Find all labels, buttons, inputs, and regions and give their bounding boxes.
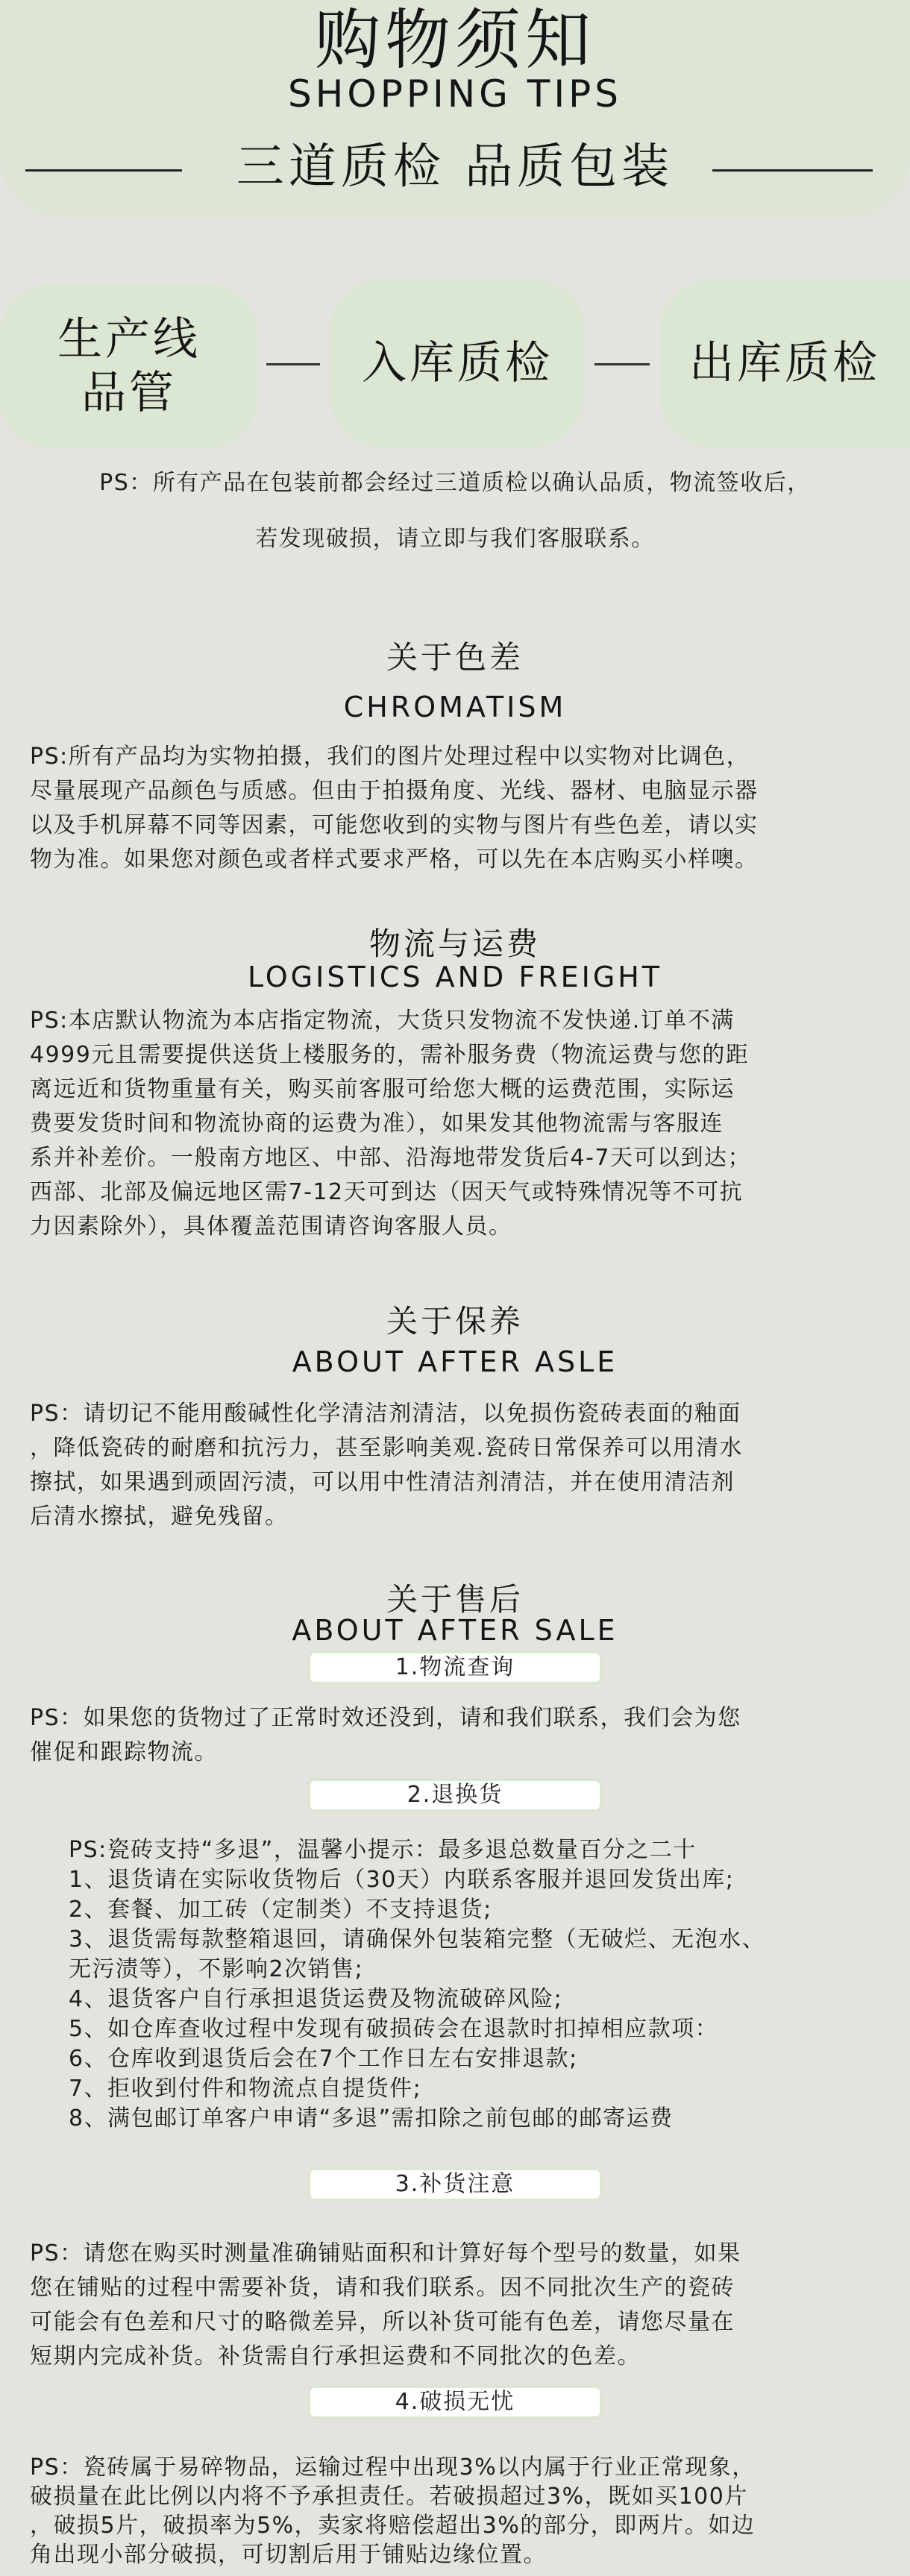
- text-line: ，降低瓷砖的耐磨和抗污力，甚至影响美观.瓷砖日常保养可以用清水: [30, 1435, 744, 1461]
- after-sale-restock-paragraph: [30, 2237, 888, 2374]
- qc-note-line: PS：所有产品在包装前都会经过三道质检以确认品质，物流签收后，: [99, 470, 811, 496]
- qc-step-warehouse-out: [659, 279, 910, 447]
- section-title-after-sale-en: ABOUT AFTER SALE: [292, 1614, 618, 1647]
- logistics-paragraph: [30, 1004, 888, 1244]
- section-title-chromatism-en: CHROMATISM: [343, 691, 567, 723]
- after-sale-logistics-paragraph: [30, 1701, 888, 1770]
- list-item: 3、退货需每款整箱退回，请确保外包装箱完整（无破烂、无泡水、: [69, 1926, 766, 1953]
- qc-step-label: 生产线品管: [57, 313, 201, 419]
- list-item: 7、拒收到付件和物流点自提货件;: [69, 2076, 422, 2102]
- chromatism-paragraph: [30, 740, 888, 877]
- text-line: PS:本店默认物流为本店指定物流，大货只发物流不发快递.订单不满: [30, 1008, 735, 1034]
- subtitle-divider-right: [712, 169, 873, 172]
- qc-step-label: 入库质检: [362, 337, 553, 389]
- page-title: 购物须知: [314, 1, 595, 78]
- list-item: 2、套餐、加工砖（定制类）不支持退货;: [69, 1897, 492, 1923]
- text-line: PS:所有产品均为实物拍摄，我们的图片处理过程中以实物对比调色，: [30, 744, 750, 770]
- text-line: 以及手机屏幕不同等因素，可能您收到的实物与图片有些色差，请以实: [30, 812, 759, 838]
- list-item: 无污渍等），不影响2次销售;: [69, 1956, 364, 1982]
- text-line: 可能会有色差和尺寸的略微差异，所以补货可能有色差，请您尽量在: [30, 2309, 735, 2335]
- after-sale-tag-logistics: 1.物流查询: [307, 1650, 603, 1685]
- text-line: 离远近和货物重量有关，购买前客服可给您大概的运费范围，实际运: [30, 1076, 735, 1102]
- text-line: 物为准。如果您对颜色或者样式要求严格，可以先在本店购买小样噢。: [30, 846, 759, 873]
- text-line: 后清水擦拭，避免残留。: [30, 1504, 289, 1530]
- section-title-logistics: 物流与运费: [368, 926, 541, 962]
- text-line: 力因素除外），具体覆盖范围请咨询客服人员。: [30, 1213, 512, 1240]
- list-item: 8、满包邮订单客户申请“多退”需扣除之前包邮的邮寄运费: [69, 2105, 674, 2132]
- list-item: 5、如仓库查收过程中发现有破损砖会在退款时扣掉相应款项：: [69, 2016, 719, 2042]
- section-title-after-sale: 关于售后: [386, 1581, 524, 1618]
- after-sale-returns-list: [69, 1835, 897, 2134]
- text-line: 4999元且需要提供送货上楼服务的，需补服务费（物流运费与您的距: [30, 1042, 750, 1068]
- text-line: 西部、北部及偏远地区需7-12天可到达（因天气或特殊情况等不可抗: [30, 1179, 744, 1205]
- text-line: 您在铺贴的过程中需要补货，请和我们联系。因不同批次生产的瓷砖: [30, 2275, 735, 2301]
- qc-step-label: 出库质检: [689, 337, 880, 389]
- page-subtitle: 三道质检 品质包装: [236, 139, 674, 195]
- section-title-maintenance: 关于保养: [386, 1303, 524, 1339]
- list-item: 4、退货客户自行承担退货运费及物流破碎风险;: [69, 1986, 563, 2012]
- qc-step-warehouse-in: [330, 279, 585, 447]
- list-item: 6、仓库收到退货后会在7个工作日左右安排退款;: [69, 2046, 578, 2072]
- page-title-en: SHOPPING TIPS: [288, 72, 622, 116]
- text-line: ，破损5片，破损率为5%，卖家将赔偿超出3%的部分，即两片。如边: [30, 2513, 756, 2539]
- text-line: 费要发货时间和物流协商的运费为准），如果发其他物流需与客服连: [30, 1110, 724, 1137]
- text-line: PS：请您在购买时测量准确铺贴面积和计算好每个型号的数量，如果: [30, 2240, 741, 2266]
- text-line: 尽量展现产品颜色与质感。但由于拍摄角度、光线、器材、电脑显示器: [30, 778, 759, 804]
- text-line: PS：如果您的货物过了正常时效还没到，请和我们联系，我们会为您: [30, 1705, 741, 1731]
- section-title-logistics-en: LOGISTICS AND FREIGHT: [247, 961, 663, 993]
- after-sale-tag-damage: 4.破损无忧: [307, 2385, 603, 2419]
- qc-note-line: 若发现破损，请立即与我们客服联系。: [255, 526, 655, 552]
- text-line: 短期内完成补货。补货需自行承担运费和不同批次的色差。: [30, 2343, 641, 2369]
- text-line: 擦拭，如果遇到顽固污渍，可以用中性清洁剂清洁，并在使用清洁剂: [30, 1469, 735, 1495]
- text-line: PS：请切记不能用酸碱性化学清洁剂清洁，以免损伤瓷砖表面的釉面: [30, 1401, 741, 1427]
- text-line: 催促和跟踪物流。: [30, 1739, 218, 1765]
- qc-connector: [594, 363, 650, 365]
- text-line: 系并补差价。一般南方地区、中部、沿海地带发货后4-7天可以到达；: [30, 1145, 751, 1171]
- qc-connector: [266, 363, 320, 365]
- list-item: PS:瓷砖支持“多退”，温馨小提示：最多退总数量百分之二十: [69, 1837, 697, 1863]
- qc-step-production: [0, 283, 258, 449]
- text-line: 角出现小部分破损，可切割后用于铺贴边缘位置。: [30, 2542, 547, 2568]
- after-sale-damage-paragraph: [30, 2453, 888, 2569]
- maintenance-paragraph: [30, 1397, 888, 1534]
- section-title-chromatism: 关于色差: [386, 639, 524, 676]
- text-line: PS：瓷砖属于易碎物品，运输过程中出现3%以内属于行业正常现象，: [30, 2454, 756, 2481]
- after-sale-tag-restock: 3.补货注意: [307, 2167, 603, 2202]
- after-sale-tag-returns: 2.退换货: [307, 1778, 603, 1812]
- list-item: 1、退货请在实际收货物后（30天）内联系客服并退回发货出库;: [69, 1867, 735, 1893]
- section-title-maintenance-en: ABOUT AFTER ASLE: [292, 1345, 618, 1378]
- text-line: 破损量在此比例以内将不予承担责任。若破损超过3%，既如买100片: [30, 2484, 748, 2510]
